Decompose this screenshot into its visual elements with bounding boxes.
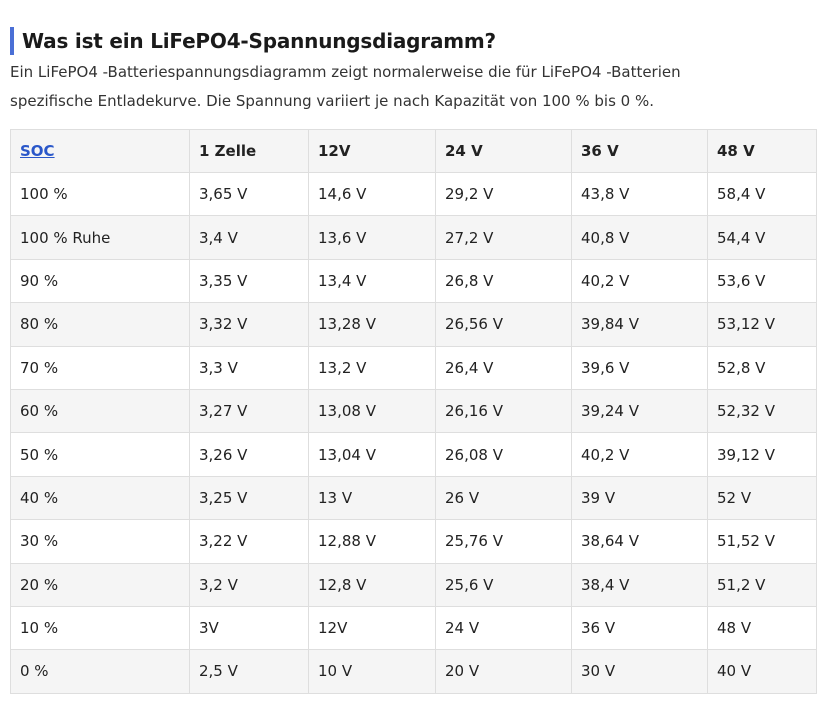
cell-12v: 13,08 V	[309, 389, 436, 432]
table-row	[11, 606, 817, 649]
cell-48v: 58,4 V	[708, 173, 817, 216]
cell-24v: 24 V	[436, 606, 572, 649]
cell-36v: 39,84 V	[572, 303, 708, 346]
cell-24v: 25,6 V	[436, 563, 572, 606]
cell-12v: 12V	[309, 606, 436, 649]
soc-cell: 40 %	[11, 476, 190, 519]
soc-cell: 70 %	[11, 346, 190, 389]
header-24v: 24 V	[436, 130, 572, 173]
intro-paragraph	[10, 58, 815, 116]
table-row	[11, 259, 817, 302]
cell-36v: 40,2 V	[572, 433, 708, 476]
table-row	[11, 389, 817, 432]
cell-24v: 26,8 V	[436, 259, 572, 302]
table-row	[11, 650, 817, 693]
cell-36v: 39 V	[572, 476, 708, 519]
soc-cell: 30 %	[11, 520, 190, 563]
cell-36v: 40,8 V	[572, 216, 708, 259]
cell-36v: 43,8 V	[572, 173, 708, 216]
soc-cell: 100 %	[11, 173, 190, 216]
voltage-table	[10, 129, 817, 694]
cell-1-zelle: 3,4 V	[190, 216, 309, 259]
cell-1-zelle: 3,25 V	[190, 476, 309, 519]
cell-36v: 38,4 V	[572, 563, 708, 606]
soc-cell: 100 % Ruhe	[11, 216, 190, 259]
cell-1-zelle: 3,3 V	[190, 346, 309, 389]
cell-36v: 39,24 V	[572, 389, 708, 432]
table-body	[11, 173, 817, 694]
cell-48v: 54,4 V	[708, 216, 817, 259]
cell-36v: 36 V	[572, 606, 708, 649]
table-row	[11, 216, 817, 259]
cell-24v: 26 V	[436, 476, 572, 519]
cell-12v: 13,4 V	[309, 259, 436, 302]
table-row	[11, 520, 817, 563]
cell-48v: 39,12 V	[708, 433, 817, 476]
cell-36v: 38,64 V	[572, 520, 708, 563]
cell-1-zelle: 2,5 V	[190, 650, 309, 693]
soc-cell: 60 %	[11, 389, 190, 432]
cell-1-zelle: 3,32 V	[190, 303, 309, 346]
cell-24v: 29,2 V	[436, 173, 572, 216]
cell-24v: 26,4 V	[436, 346, 572, 389]
cell-12v: 13 V	[309, 476, 436, 519]
page-heading: Was ist ein LiFePO4-Spannungsdiagramm?	[10, 27, 496, 55]
table-row	[11, 433, 817, 476]
header-1-cell: 1 Zelle	[190, 130, 309, 173]
soc-cell: 10 %	[11, 606, 190, 649]
cell-1-zelle: 3,2 V	[190, 563, 309, 606]
cell-48v: 52 V	[708, 476, 817, 519]
cell-36v: 30 V	[572, 650, 708, 693]
cell-48v: 40 V	[708, 650, 817, 693]
cell-12v: 13,2 V	[309, 346, 436, 389]
header-soc[interactable]	[11, 130, 190, 173]
cell-1-zelle: 3,65 V	[190, 173, 309, 216]
cell-1-zelle: 3,27 V	[190, 389, 309, 432]
table-row	[11, 563, 817, 606]
cell-24v: 26,08 V	[436, 433, 572, 476]
header-48v: 48 V	[708, 130, 817, 173]
cell-12v: 13,6 V	[309, 216, 436, 259]
cell-48v: 48 V	[708, 606, 817, 649]
cell-24v: 20 V	[436, 650, 572, 693]
table-row	[11, 303, 817, 346]
soc-cell: 50 %	[11, 433, 190, 476]
soc-cell: 90 %	[11, 259, 190, 302]
soc-cell: 20 %	[11, 563, 190, 606]
cell-12v: 12,88 V	[309, 520, 436, 563]
cell-1-zelle: 3,26 V	[190, 433, 309, 476]
cell-36v: 40,2 V	[572, 259, 708, 302]
soc-link[interactable]: SOC	[20, 142, 55, 160]
cell-24v: 25,76 V	[436, 520, 572, 563]
intro-line-2: spezifische Entladekurve. Die Spannung variiert je nach Kapazität von 100 % bis 0 %.	[10, 92, 654, 110]
cell-12v: 12,8 V	[309, 563, 436, 606]
cell-48v: 51,2 V	[708, 563, 817, 606]
cell-24v: 26,16 V	[436, 389, 572, 432]
cell-36v: 39,6 V	[572, 346, 708, 389]
cell-48v: 53,12 V	[708, 303, 817, 346]
table-row	[11, 346, 817, 389]
header-36v: 36 V	[572, 130, 708, 173]
cell-48v: 52,32 V	[708, 389, 817, 432]
cell-12v: 10 V	[309, 650, 436, 693]
table-header-row	[11, 130, 817, 173]
intro-line-1: Ein LiFePO4 -Batteriespannungsdiagramm zeigt normalerweise die für LiFePO4 -Batterien	[10, 63, 681, 81]
cell-12v: 13,28 V	[309, 303, 436, 346]
soc-cell: 80 %	[11, 303, 190, 346]
cell-48v: 51,52 V	[708, 520, 817, 563]
cell-1-zelle: 3,22 V	[190, 520, 309, 563]
cell-48v: 53,6 V	[708, 259, 817, 302]
cell-1-zelle: 3V	[190, 606, 309, 649]
cell-12v: 14,6 V	[309, 173, 436, 216]
cell-48v: 52,8 V	[708, 346, 817, 389]
soc-cell: 0 %	[11, 650, 190, 693]
cell-1-zelle: 3,35 V	[190, 259, 309, 302]
header-12v: 12V	[309, 130, 436, 173]
table-row	[11, 173, 817, 216]
cell-24v: 27,2 V	[436, 216, 572, 259]
cell-24v: 26,56 V	[436, 303, 572, 346]
table-row	[11, 476, 817, 519]
cell-12v: 13,04 V	[309, 433, 436, 476]
